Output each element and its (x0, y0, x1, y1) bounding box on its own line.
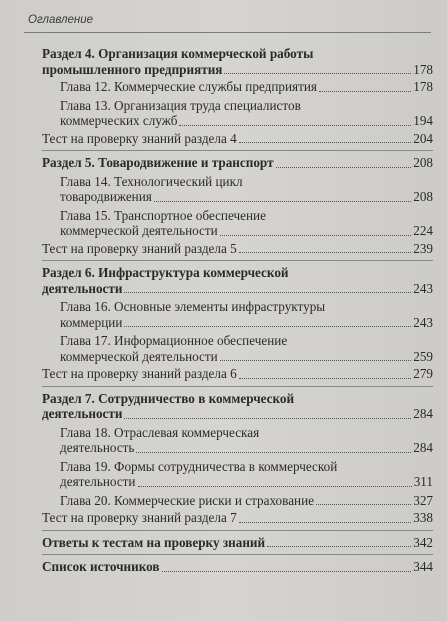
page-number: 204 (413, 130, 433, 146)
section-5 (42, 155, 433, 256)
test-label: Тест на проверку знаний раздела 5 (42, 240, 237, 256)
test-entry (42, 241, 433, 257)
table-of-contents (42, 46, 433, 575)
chapter-title-line: Глава 20. Коммерческие риски и страхование (60, 492, 315, 508)
answers-entry (42, 535, 433, 551)
page-number: 342 (413, 534, 433, 550)
chapter-entry (42, 79, 433, 95)
chapter-title-line: коммерческой деятельности (60, 348, 218, 364)
leader-dots (224, 73, 411, 74)
leader-dots (239, 522, 412, 523)
page-number: 284 (413, 440, 433, 455)
chapter-entry (42, 174, 433, 205)
chapter-title-line: Глава 17. Информационное обеспечение (60, 333, 288, 348)
chapter-title-line: коммерческих служб (60, 113, 178, 128)
leader-dots (220, 235, 411, 236)
page-number: 327 (413, 492, 433, 508)
section-divider (42, 386, 433, 387)
leader-dots (319, 91, 411, 92)
chapter-entry (42, 493, 433, 509)
sources-entry (42, 559, 433, 575)
page-number: 311 (413, 474, 433, 489)
leader-dots (239, 378, 412, 379)
chapter-title-line: Глава 14. Технологический цикл (60, 173, 243, 189)
page-number: 259 (413, 348, 433, 364)
section-divider (42, 260, 433, 261)
chapter-entry (42, 299, 433, 330)
leader-dots (179, 125, 411, 126)
chapter-entry (42, 98, 433, 129)
chapter-title-line: деятельность (60, 440, 135, 455)
chapter-entry (42, 208, 433, 239)
section-title-line: промышленного предприятия (42, 61, 223, 77)
leader-dots (124, 326, 411, 327)
chapter-title-line: Глава 16. Основные элементы инфраструктуры (60, 299, 326, 314)
running-header: Оглавление (28, 14, 93, 26)
page-number: 208 (413, 189, 433, 204)
leader-dots (124, 418, 411, 419)
page-number: 243 (413, 280, 433, 296)
section-divider (42, 554, 433, 555)
page-number: 194 (413, 113, 433, 128)
chapter-title-line: деятельности (60, 474, 136, 489)
leader-dots (162, 571, 412, 572)
test-entry (42, 131, 433, 147)
test-entry (42, 366, 433, 382)
leader-dots (267, 546, 411, 547)
leader-dots (239, 252, 412, 253)
chapter-title-line: Глава 19. Формы сотрудничества в коммерческой (60, 458, 338, 474)
leader-dots (316, 504, 411, 505)
test-entry (42, 510, 433, 526)
leader-dots (138, 486, 412, 487)
section-7 (42, 391, 433, 526)
section-title (42, 265, 433, 296)
leader-dots (124, 292, 411, 293)
page-number: 239 (413, 240, 433, 256)
test-label: Тест на проверку знаний раздела 7 (42, 510, 237, 525)
test-label: Тест на проверку знаний раздела 4 (42, 130, 237, 146)
answers-label: Ответы к тестам на проверку знаний (42, 534, 266, 550)
leader-dots (220, 360, 411, 361)
page-number: 224 (413, 223, 433, 238)
chapter-entry (42, 459, 433, 490)
sources-label: Список источников (42, 559, 160, 574)
page-number: 243 (413, 314, 433, 330)
page-number: 178 (413, 79, 433, 94)
section-title-line: Раздел 5. Товародвижение и транспорт (42, 155, 274, 170)
page-number: 178 (413, 61, 433, 77)
section-title-line: деятельности (42, 280, 123, 296)
section-title (42, 155, 433, 171)
section-title-line: деятельности (42, 406, 123, 421)
chapter-title-line: товародвижения (60, 189, 152, 204)
section-divider (42, 150, 433, 151)
chapter-title-line: Глава 15. Транспортное обеспечение (60, 207, 266, 223)
chapter-title-line: Глава 18. Отраслевая коммерческая (60, 424, 260, 440)
page-number: 344 (413, 559, 433, 574)
chapter-title-line: коммерции (60, 314, 123, 330)
section-title-line: Раздел 4. Организация коммерческой работы (42, 46, 314, 61)
leader-dots (136, 452, 411, 453)
page-number: 208 (413, 155, 433, 170)
header-rule (24, 32, 431, 33)
section-4 (42, 46, 433, 146)
section-title-line: Раздел 7. Сотрудничество в коммерческой (42, 390, 295, 406)
section-6 (42, 265, 433, 382)
leader-dots (239, 142, 412, 143)
section-title (42, 46, 433, 77)
page-number: 284 (413, 406, 433, 421)
chapter-title-line: Глава 12. Коммерческие службы предприятия (60, 79, 317, 94)
section-divider (42, 530, 433, 531)
section-title (42, 391, 433, 422)
chapter-title-line: коммерческой деятельности (60, 223, 218, 238)
chapter-entry (42, 333, 433, 364)
chapter-title-line: Глава 13. Организация труда специалистов (60, 97, 301, 113)
leader-dots (276, 167, 412, 168)
leader-dots (154, 201, 411, 202)
section-title-line: Раздел 6. Инфраструктура коммерческой (42, 265, 289, 280)
page-number: 279 (413, 366, 433, 381)
chapter-entry (42, 425, 433, 456)
page-number: 338 (413, 510, 433, 525)
test-label: Тест на проверку знаний раздела 6 (42, 366, 237, 381)
